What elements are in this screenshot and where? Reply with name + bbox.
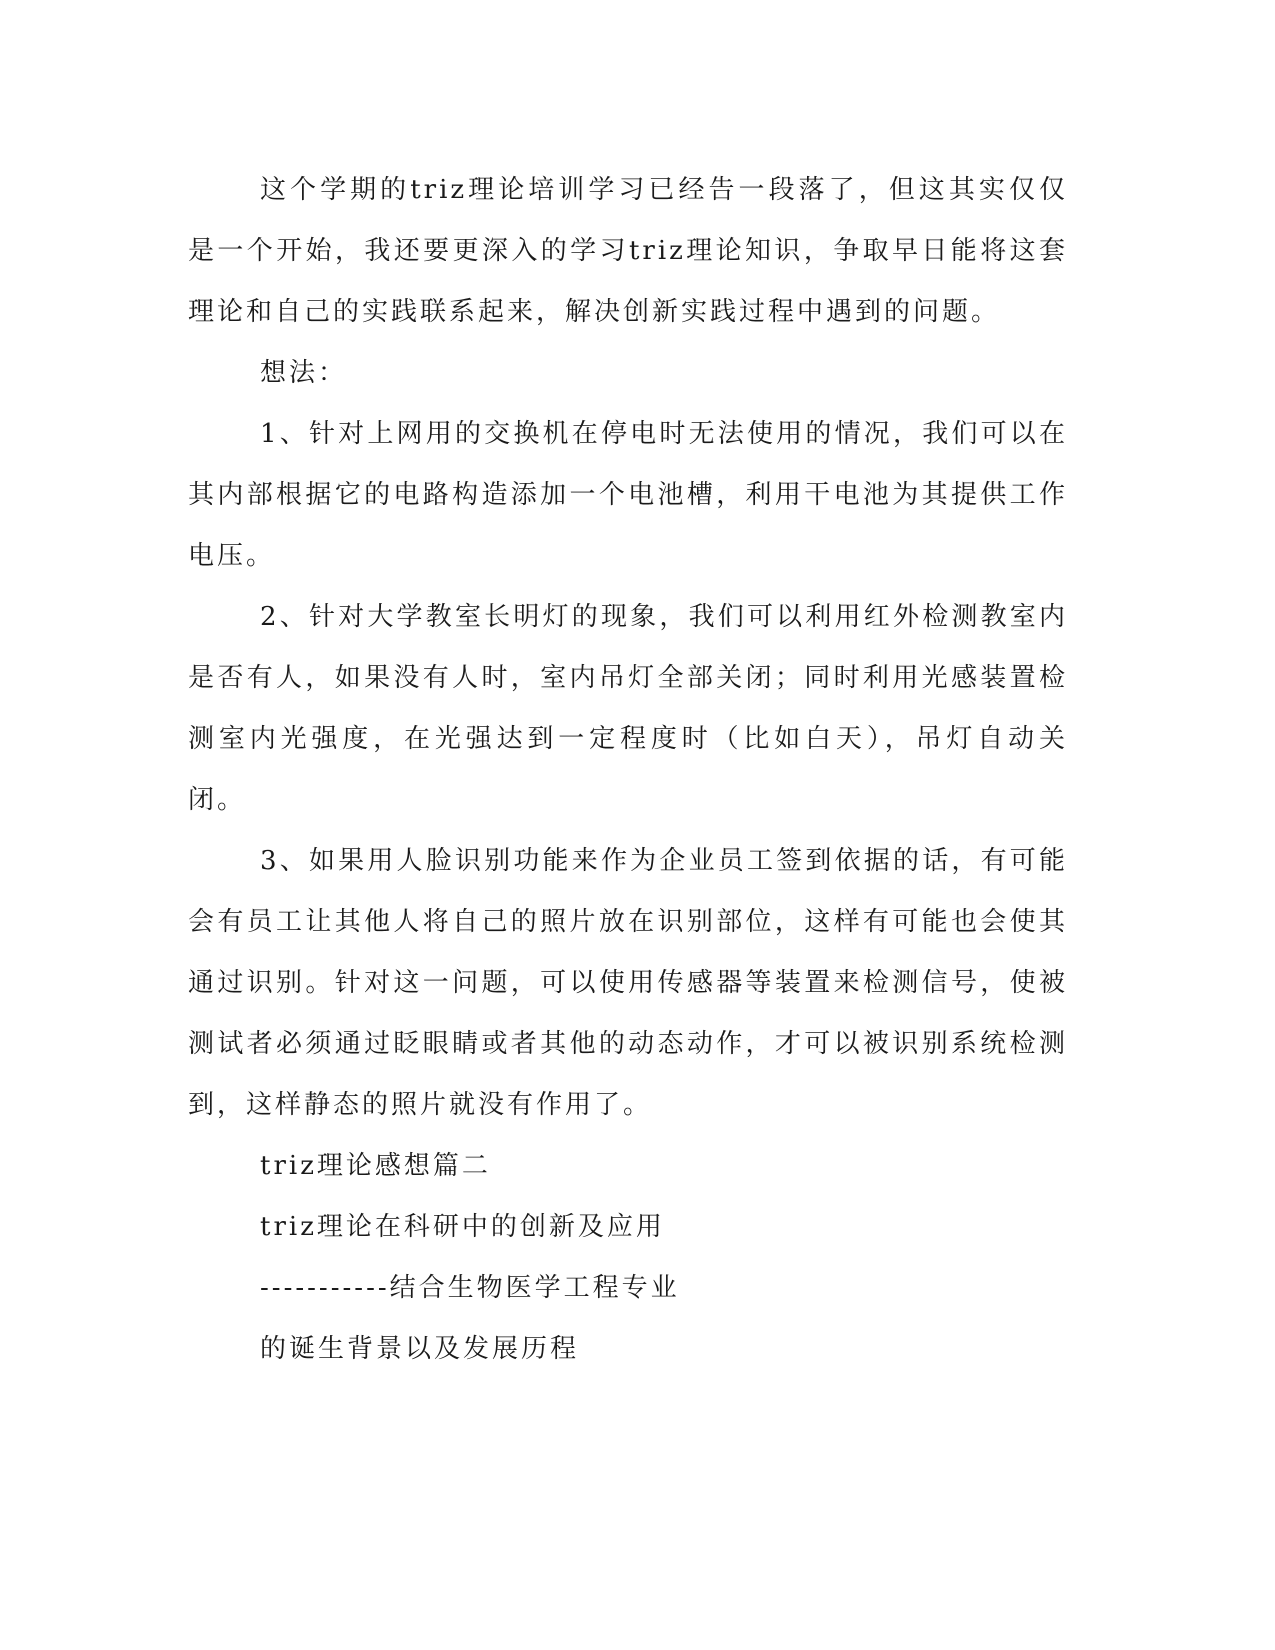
paragraph-idea-1: 1、针对上网用的交换机在停电时无法使用的情况，我们可以在其内部根据它的电路构造添加一个电池槽，利用干电池为其提供工作电压。 [188, 419, 1068, 571]
paragraph-idea-3: 3、如果用人脸识别功能来作为企业员工签到依据的话，有可能会有员工让其他人将自己的照片放在识别部位，这样有可能也会使其通过识别。针对这一问题，可以使用传感器等装置来检测信号，使被测试者必须通过眨眼睛或者其他的动态动作，才可以被识别系统检测到，这样静态的照片就没有作用了。 [188, 846, 1068, 1120]
paragraph-ideas-label: 想法： [260, 358, 348, 388]
paragraph-idea-2: 2、针对大学教室长明灯的现象，我们可以利用红外检测教室内是否有人，如果没有人时，室内吊灯全部关闭；同时利用光感装置检测室内光强度，在光强达到一定程度时（比如白天），吊灯自动关闭。 [188, 602, 1068, 815]
document-body [188, 160, 1068, 1380]
paragraph-intro: 这个学期的triz理论培训学习已经告一段落了，但这其实仅仅是一个开始，我还要更深入的学习triz理论知识，争取早日能将这套理论和自己的实践联系起来，解决创新实践过程中遇到的问题。 [188, 175, 1068, 327]
section-title: triz理论在科研中的创新及应用 [260, 1212, 665, 1242]
section-subtitle: -----------结合生物医学工程专业 [260, 1273, 680, 1303]
section-heading-part-two: triz理论感想篇二 [260, 1151, 491, 1181]
section-topic: 的诞生背景以及发展历程 [260, 1334, 580, 1364]
